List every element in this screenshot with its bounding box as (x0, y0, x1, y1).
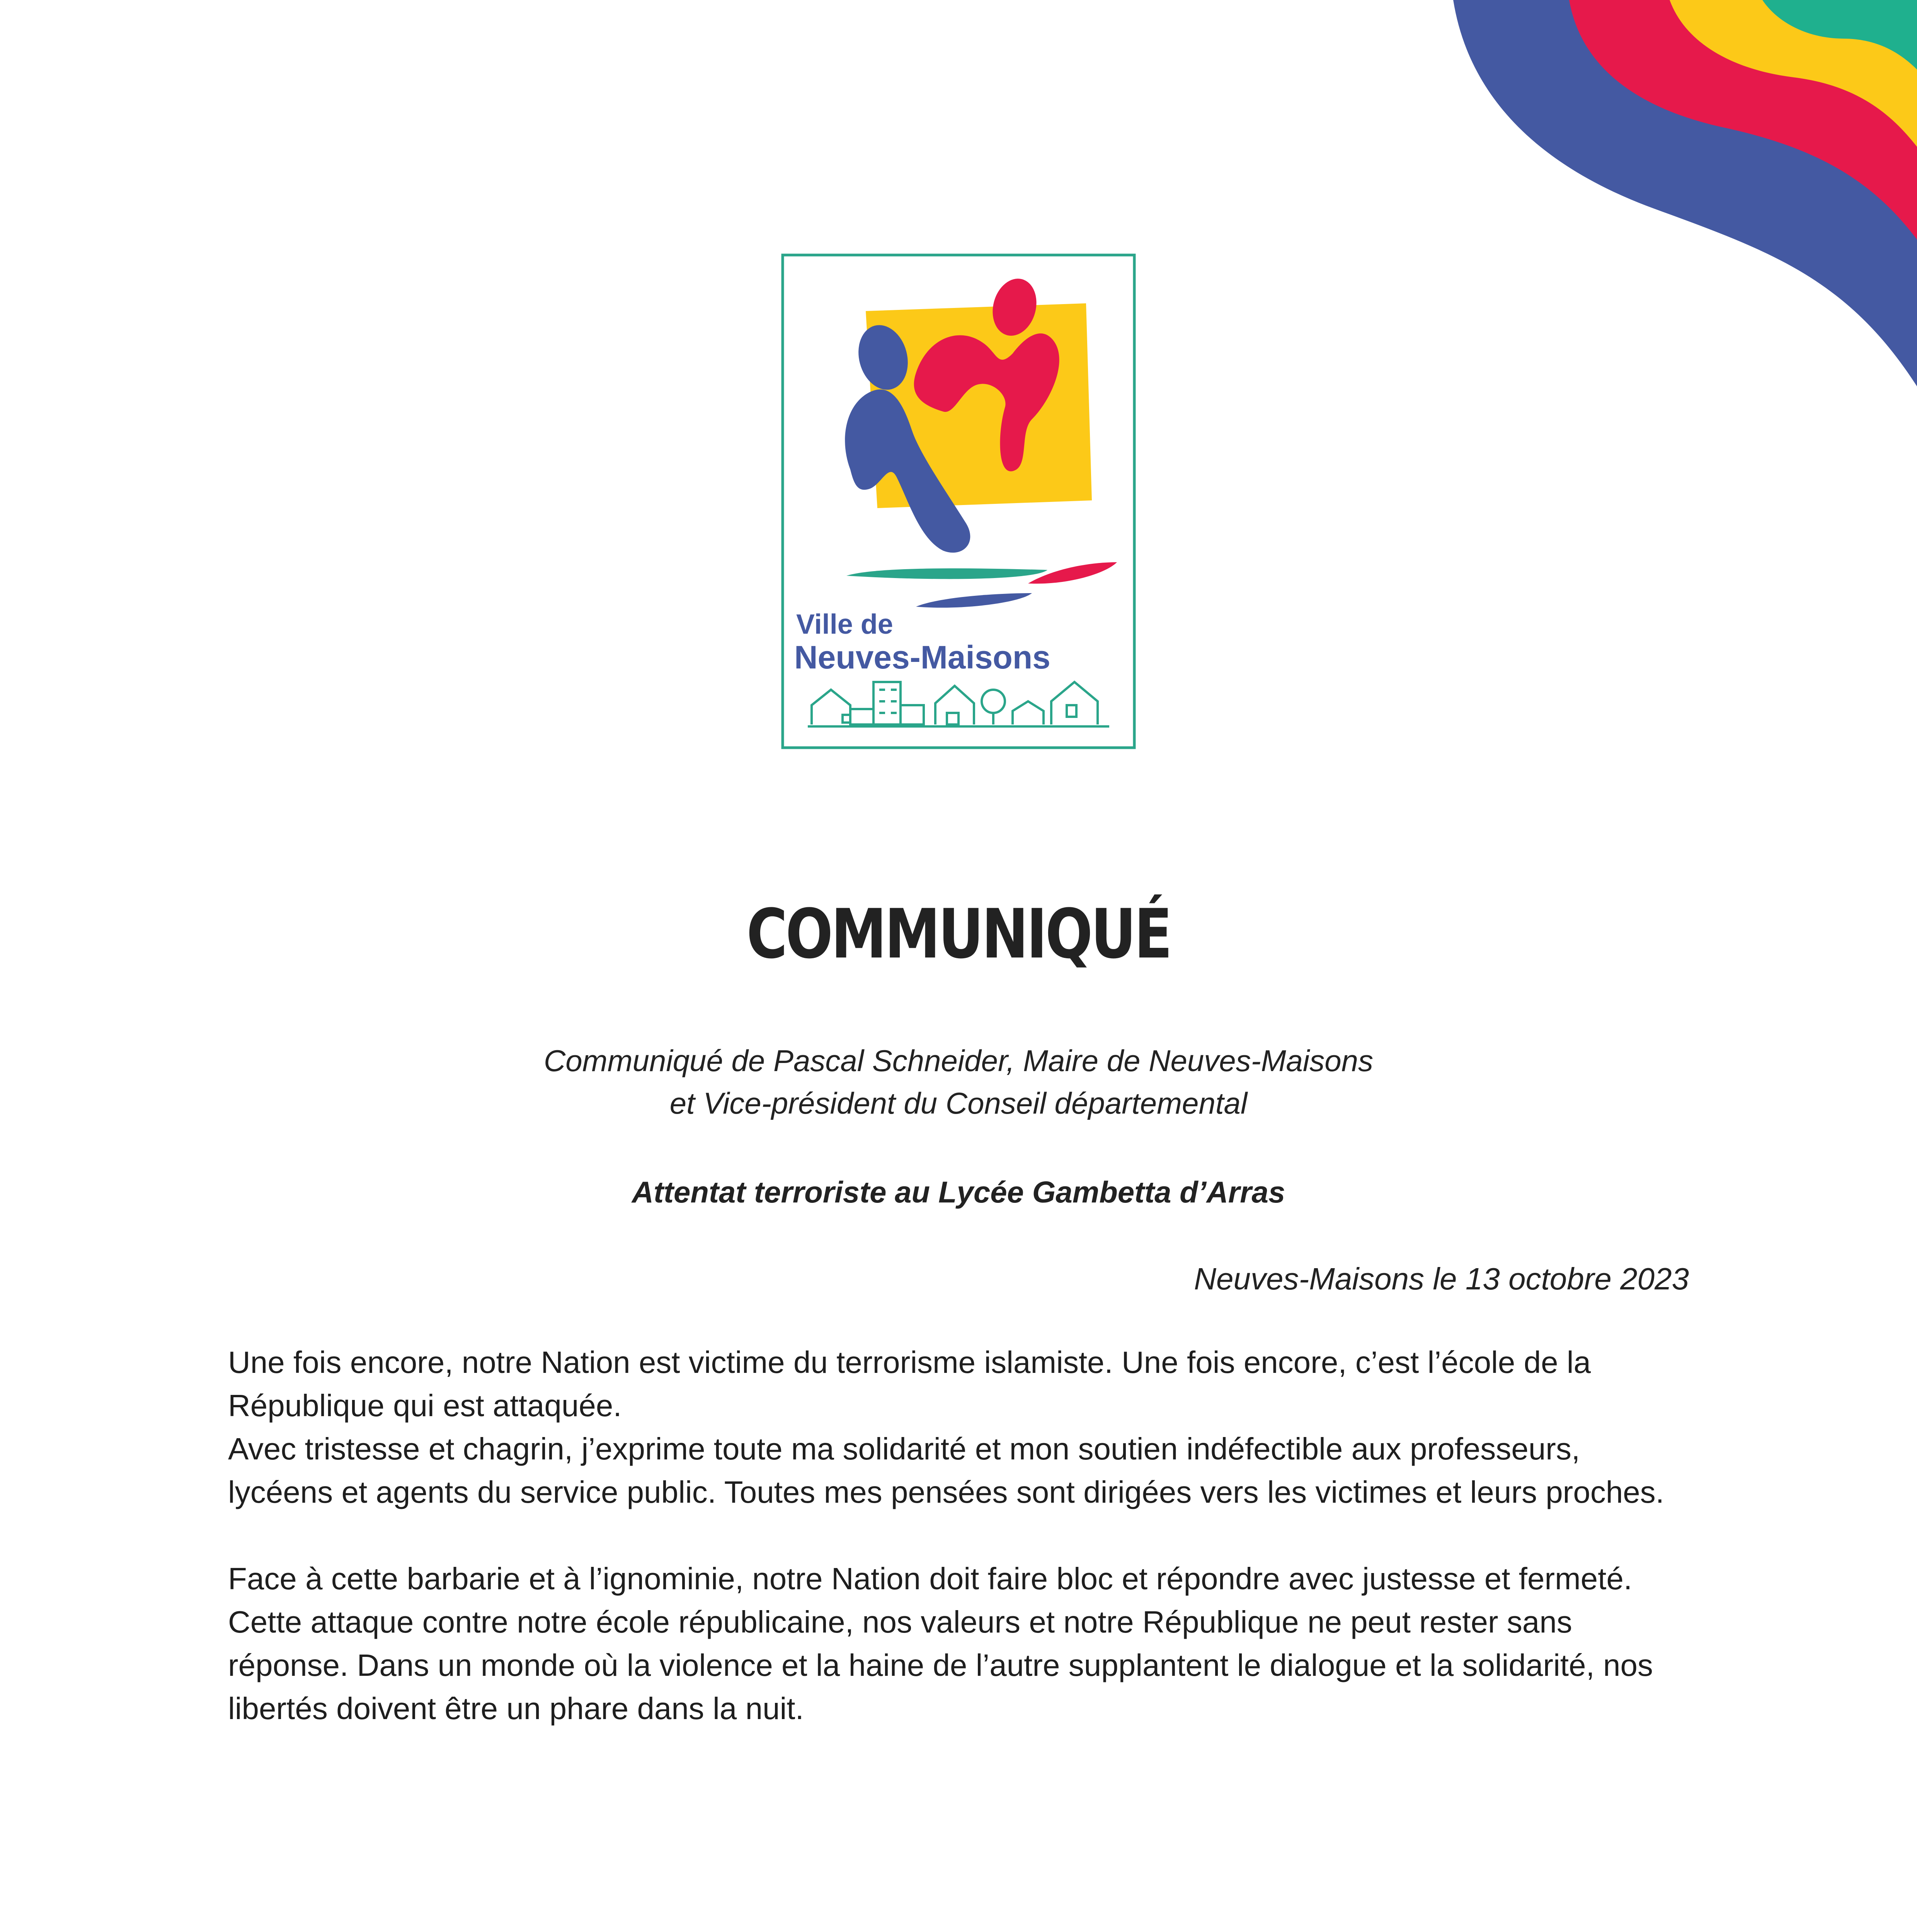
dateline: Neuves-Maisons le 13 octobre 2023 (1194, 1262, 1689, 1296)
paragraph-1: Une fois encore, notre Nation est victime du terrorisme islamiste. Une fois encore, c’est l’école de la République qui est attaquée. (228, 1345, 1591, 1423)
logo-text-line2: Neuves-Maisons (794, 639, 1050, 675)
page-title: COMMUNIQUÉ (746, 895, 1171, 974)
decorative-wave-top-right (1453, 0, 1917, 394)
document-subject: Attentat terroriste au Lycée Gambetta d’Arras (632, 1175, 1285, 1209)
subtitle-line-1: Communiqué de Pascal Schneider, Maire de Neuves-Maisons (543, 1044, 1374, 1078)
paragraph-2: Avec tristesse et chagrin, j’exprime toute ma solidarité et mon soutien indéfectible aux professeurs, lycéens et agents du service public. Toutes mes pensées sont dirigées vers les victimes et leurs proches. (228, 1432, 1664, 1509)
city-logo (781, 253, 1136, 750)
logo-text-line1: Ville de (796, 609, 893, 640)
document-body (228, 1341, 1693, 1730)
paragraph-3: Face à cette barbarie et à l’ignominie, notre Nation doit faire bloc et répondre avec justesse et fermeté. Cette attaque contre notre école républicaine, nos valeurs et notre République ne peut rester sans réponse. Dans un monde où la violence et la haine de l’autre supplantent le dialogue et la solidarité, nos libertés doivent être un phare dans la nuit. (228, 1561, 1653, 1726)
subtitle-line-2: et Vice-président du Conseil départemental (669, 1086, 1248, 1120)
document-subtitle (0, 1039, 1917, 1124)
